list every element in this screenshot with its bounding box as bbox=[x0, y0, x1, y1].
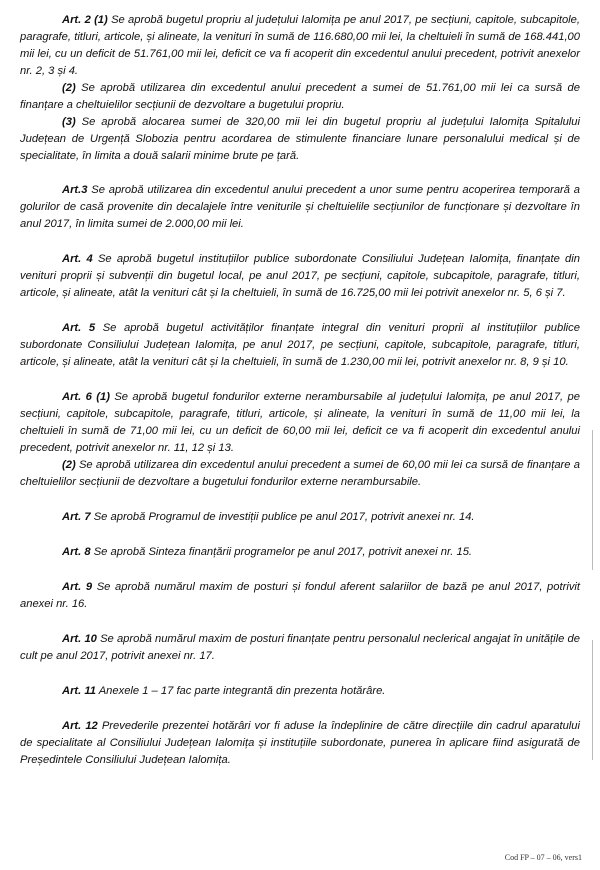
article-label: Art. 8 bbox=[62, 546, 91, 558]
article-6-paragraph-1 bbox=[20, 389, 580, 457]
article-2-paragraph-2 bbox=[20, 80, 580, 114]
article-text: Se aprobă bugetul instituțiilor publice subordonate Consiliului Județean Ialomița, finanțate din venituri proprii și subvenții din bugetul local, pe anul 2017, pe secțiuni, capitole, subcapitole, paragrafe, titluri, articole, și alineate, atât la venituri cât și la cheltuieli, în sumă de 16.725,00 mii lei potrivit anexelor nr. 5, 6 și 7. bbox=[20, 253, 580, 299]
article-text: Se aprobă alocarea sumei de 320,00 mii lei din bugetul propriu al județului Ialomița Spitalului Județean de Urgență Slobozia pentru acordarea de stimulente financiare lunare personalului medical și de specialitate, în limita a două salarii minime brute pe țară. bbox=[20, 116, 580, 162]
article-2-paragraph-3 bbox=[20, 114, 580, 165]
article-label: Art. 10 bbox=[62, 633, 97, 645]
article-5 bbox=[20, 320, 580, 371]
article-3 bbox=[20, 182, 580, 233]
article-label: Art. 4 bbox=[62, 253, 93, 265]
article-text: Se aprobă Sinteza finanțării programelor pe anul 2017, potrivit anexei nr. 15. bbox=[90, 546, 473, 558]
scan-edge-mark bbox=[592, 640, 593, 760]
article-label: Art. 6 (1) bbox=[62, 391, 110, 403]
article-text: Se aprobă numărul maxim de posturi și fondul aferent salariilor de bază pe anul 2017, potrivit anexei nr. 16. bbox=[20, 581, 581, 610]
article-label: (2) bbox=[62, 82, 76, 94]
article-6-paragraph-2 bbox=[20, 457, 580, 491]
article-text: Se aprobă utilizarea din excedentul anului precedent a sumei de 51.761,00 mii lei ca sursă de finanțare a cheltuielilor secțiunii de dezvoltare a bugetului propriu. bbox=[20, 82, 580, 111]
article-label: Art. 2 (1) bbox=[62, 14, 108, 26]
article-text: Se aprobă Programul de investiții publice pe anul 2017, potrivit anexei nr. 14. bbox=[90, 511, 475, 523]
article-7 bbox=[20, 509, 580, 526]
article-label: (2) bbox=[62, 459, 76, 471]
article-label: Art. 9 bbox=[62, 581, 93, 593]
article-label: Art.3 bbox=[62, 184, 88, 196]
article-label: Art. 7 bbox=[62, 511, 91, 523]
article-label: Art. 12 bbox=[62, 720, 98, 732]
article-text: Prevederile prezentei hotărâri vor fi aduse la îndeplinire de către direcțiile din cadrul aparatului de specialitate al Consiliului Județean Ialomița și instituțiile subordonate, punerea în aplicare fiind asigurată de Președintele Consiliului Județean Ialomița. bbox=[20, 720, 580, 766]
article-12 bbox=[20, 718, 580, 769]
article-text: Se aprobă bugetul activităților finanțate integral din venituri proprii al instituțiilor publice subordonate Consiliului Județean Ialomița, pe anul 2017, pe secțiuni, capitole, subcapitole, paragrafe, titluri, articole, și alineate, atât la venituri cât și la cheltuieli, în sumă de 1.230,00 mii lei, potrivit anexelor nr. 8, 9 și 10. bbox=[20, 322, 580, 368]
article-label: Art. 11 bbox=[62, 685, 96, 697]
article-8 bbox=[20, 544, 580, 561]
article-text: Se aprobă utilizarea din excedentul anului precedent a unor sume pentru acoperirea temporară a golurilor de casă provenite din decalajele între veniturile și cheltuielile secțiunilor de funcționare și dezvoltare în anul 2017, în limita sumei de 2.000,00 mii lei. bbox=[20, 184, 580, 230]
scan-edge-mark bbox=[592, 430, 593, 570]
article-text: Se aprobă bugetul propriu al județului Ialomița pe anul 2017, pe secțiuni, capitole, subcapitole, paragrafe, titluri, articole, și alineate, la venituri în sumă de 116.680,00 mii lei, la cheltuieli în sumă de 168.441,00 mii lei, cu un deficit de 51.761,00 mii lei, deficit ce va fi acoperit din excedentul anului precedent, potrivit anexelor nr. 2, 3 și 4. bbox=[20, 14, 580, 77]
article-label: (3) bbox=[62, 116, 76, 128]
article-text: Se aprobă bugetul fondurilor externe nerambursabile al județului Ialomița, pe anul 2017, pe secțiuni, capitole, subcapitole, paragrafe, titluri, articole, și alineate, la venituri în sumă de 11,00 mii lei, la cheltuieli în sumă de 71,00 mii lei, cu un deficit de 60,00 mii lei, deficit ce va fi acoperit din excedentul anului precedent, potrivit anexelor nr. 11, 12 și 13. bbox=[20, 391, 580, 454]
article-9 bbox=[20, 579, 580, 613]
article-text: Anexele 1 – 17 fac parte integrantă din prezenta hotărâre. bbox=[96, 685, 386, 697]
article-text: Se aprobă utilizarea din excedentul anului precedent a sumei de 60,00 mii lei ca sursă de finanțare a cheltuielilor secțiunii de dezvoltare a bugetului fondurilor externe nerambursabile. bbox=[20, 459, 580, 488]
article-4 bbox=[20, 251, 580, 302]
document-code-footer: Cod FP – 07 – 06, vers1 bbox=[504, 853, 582, 862]
article-text: Se aprobă numărul maxim de posturi finanțate pentru personalul neclerical angajat în unitățile de cult pe anul 2017, potrivit anexei nr. 17. bbox=[20, 633, 580, 662]
article-label: Art. 5 bbox=[62, 322, 96, 334]
article-11 bbox=[20, 683, 580, 700]
article-10 bbox=[20, 631, 580, 665]
article-2-paragraph-1 bbox=[20, 12, 580, 80]
document-body bbox=[20, 12, 580, 769]
